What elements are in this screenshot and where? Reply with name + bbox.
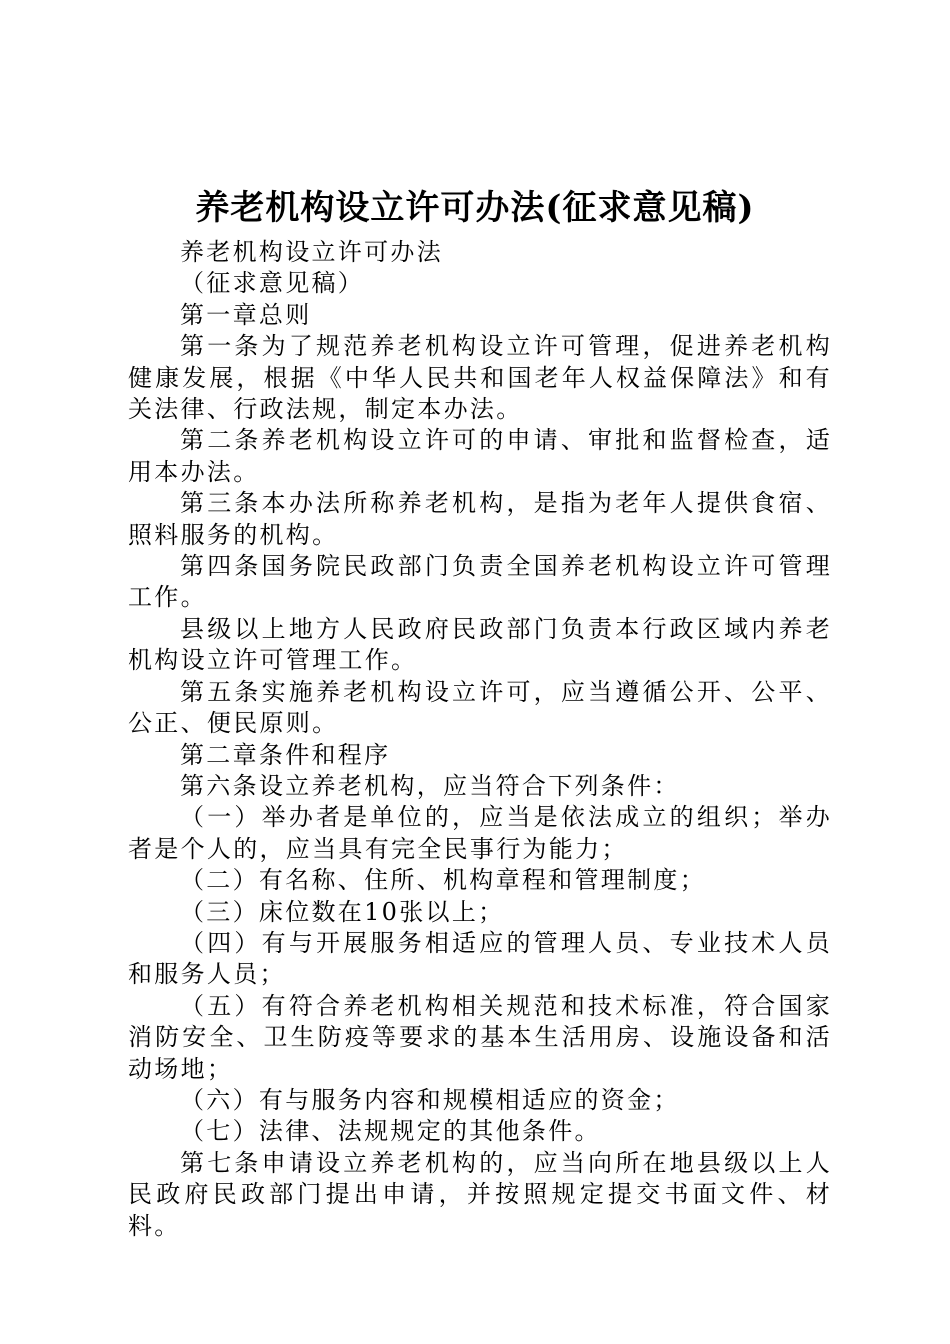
article-6-item-4: （四）有与开展服务相适应的管理人员、专业技术人员和服务人员； bbox=[128, 928, 832, 989]
article-3: 第三条本办法所称养老机构，是指为老年人提供食宿、照料服务的机构。 bbox=[128, 489, 832, 549]
article-4: 第四条国务院民政部门负责全国养老机构设立许可管理工作。 bbox=[128, 552, 832, 612]
document-title: 养老机构设立许可办法(征求意见稿) bbox=[195, 188, 755, 228]
document-body bbox=[128, 237, 832, 1242]
article-6: 第六条设立养老机构，应当符合下列条件： bbox=[180, 771, 680, 800]
doc-subtitle: 养老机构设立许可办法 bbox=[180, 238, 443, 266]
article-6-item-2: （二）有名称、住所、机构章程和管理制度； bbox=[180, 866, 706, 895]
article-6-item-5: （五）有符合养老机构相关规范和技术标准，符合国家消防安全、卫生防疫等要求的基本生活用房、设施设备和活动场地； bbox=[128, 991, 832, 1083]
chapter-heading-1: 第一章总则 bbox=[180, 300, 312, 329]
chapter-heading-2: 第二章条件和程序 bbox=[180, 740, 391, 769]
article-6-item-6: （六）有与服务内容和规模相适应的资金； bbox=[180, 1085, 680, 1114]
article-6-item-3: （三）床位数在10张以上； bbox=[180, 897, 505, 926]
article-4-clause-2: 县级以上地方人民政府民政部门负责本行政区域内养老机构设立许可管理工作。 bbox=[128, 614, 832, 675]
article-6-item-7: （七）法律、法规规定的其他条件。 bbox=[180, 1117, 601, 1146]
article-2: 第二条养老机构设立许可的申请、审批和监督检查，适用本办法。 bbox=[128, 426, 832, 486]
article-5: 第五条实施养老机构设立许可，应当遵循公开、公平、公正、便民原则。 bbox=[128, 677, 832, 738]
article-1: 第一条为了规范养老机构设立许可管理，促进养老机构健康发展，根据《中华人民共和国老年人权益保障法》和有关法律、行政法规，制定本办法。 bbox=[128, 332, 832, 424]
doc-draft-note: （征求意见稿） bbox=[180, 269, 365, 298]
article-6-item-1: （一）举办者是单位的，应当是依法成立的组织；举办者是个人的，应当具有完全民事行为能力； bbox=[128, 803, 832, 863]
article-7: 第七条申请设立养老机构的，应当向所在地县级以上人民政府民政部门提出申请，并按照规定提交书面文件、材料。 bbox=[128, 1148, 832, 1240]
